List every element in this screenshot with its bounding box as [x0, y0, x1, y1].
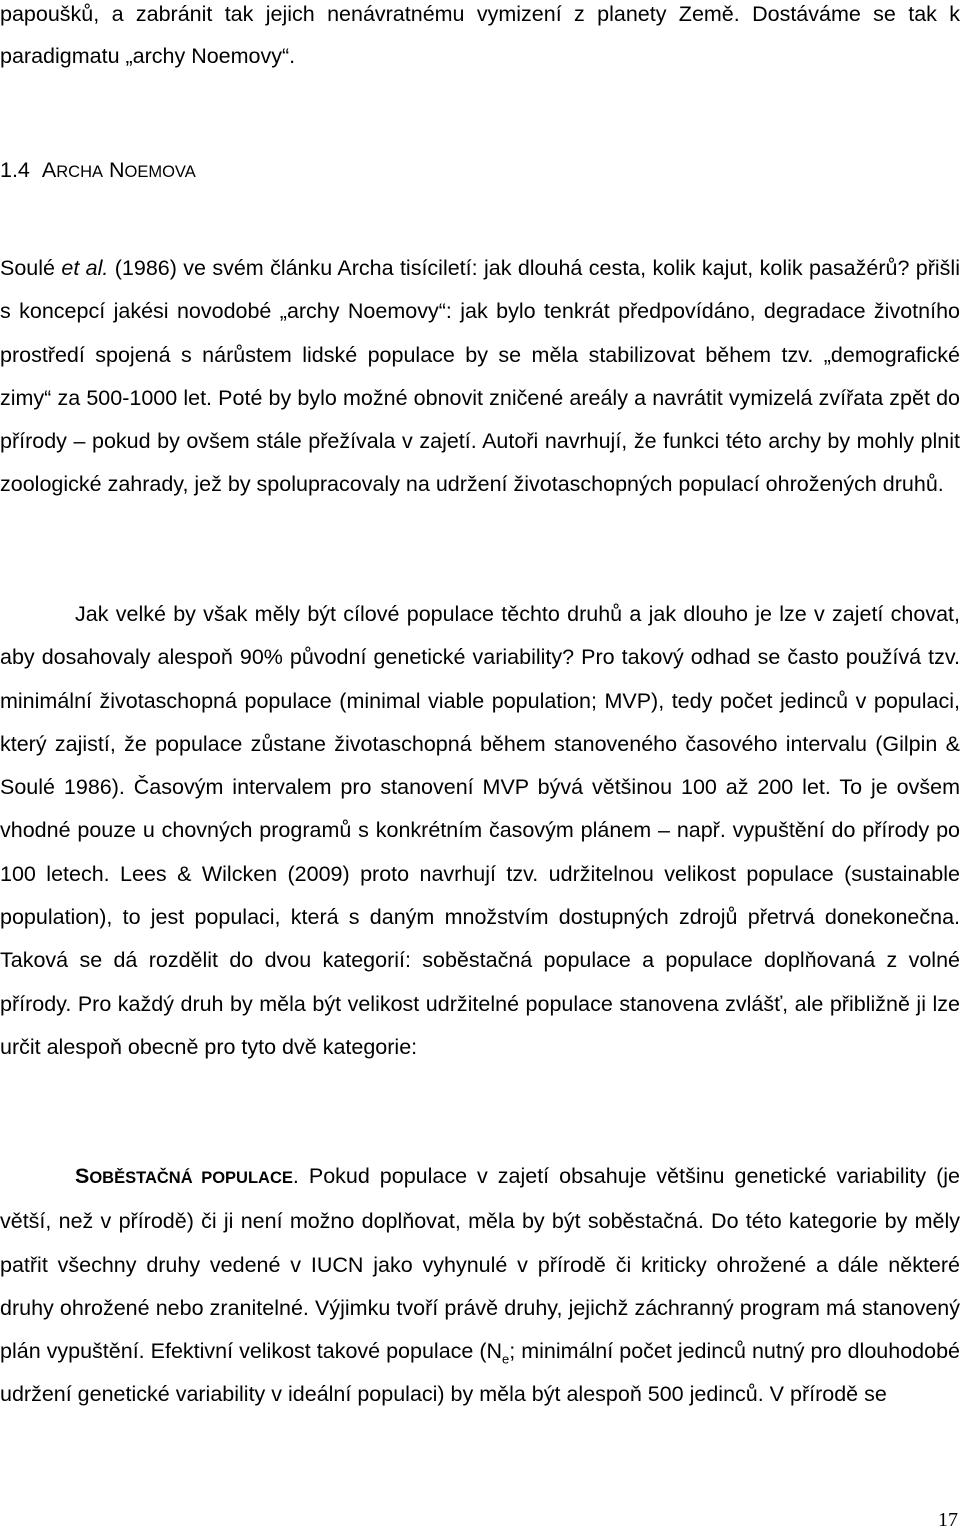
- subscript-e: e: [502, 1351, 510, 1367]
- heading-word-2: NOEMOVA: [108, 158, 196, 182]
- heading-word-1: ARCHA: [41, 158, 103, 182]
- paragraph-1-text: (1986) ve svém článku Archa tisíciletí: jak dlouhá cesta, kolik kajut, kolik pasažérů? přišli s koncepcí jakési novodobé „archy Noemovy“: jak bylo tenkrát předpovídáno, degradace životního prostředí spojená s nárůstem lidské populace by se měla stabilizovat během tzv. „demografické zimy“ za 500-1000 let. Poté by bylo možné obnovit zničené areály a navrátit vymizelá zvířata zpět do přírody – pokud by ovšem stále přežívala v zajetí. Autoři navrhují, že funkci této archy by mohly plnit zoologické zahrady, jež by spolupracovaly na udržení životaschopných populací ohrožených druhů.: [0, 256, 960, 497]
- paragraph-1: [0, 247, 960, 507]
- citation-author: Soulé: [0, 256, 62, 280]
- paragraph-3: SOBĚSTAČNÁ POPULACE. Pokud populace v zajetí obsahuje většinu genetické variability (je větší, než v přírodě) či ji není možno doplňovat, měla by být soběstačná. Do této kategorie by měly patřit všechny druhy vedené v IUCN jako vyhynulé v přírodě či kriticky ohrožené a dále některé druhy ohrožené nebo zranitelné. Výjimku tvoří právě druhy, jejichž záchranný program má stanovený plán vypuštění. Efektivní velikost takové populace ($N_e$; minimální počet jedinců nutný pro dlouhodobé udržení genetické variability v ideální populaci) by měla být alespoň 500 jedinců. V přírodě se: [0, 1164, 960, 1407]
- paragraph-3-text-b: ; minimální počet jedinců nutný pro dlouhodobé udržení genetické variability v ideální populaci) by měla být alespoň 500 jedinců. V přírodě se: [0, 1339, 960, 1407]
- citation-etal: et al.: [61, 256, 109, 280]
- paragraph-intro: papoušků, a zabránit tak jejich nenávratnému vymizení z planety Země. Dostáváme se tak k paradigmatu „archy Noemovy“.: [0, 2, 960, 68]
- runin-heading: SOBĚSTAČNÁ POPULACE: [75, 1164, 293, 1188]
- paragraph-2: Jak velké by však měly být cílové populace těchto druhů a jak dlouho je lze v zajetí chovat, aby dosahovaly alespoň 90% původní genetické variability? Pro takový odhad se často používá tzv. minimální životaschopná populace (minimal viable population; MVP), tedy počet jedinců v populaci, který zajistí, že populace zůstane životaschopná během stanoveného časového intervalu (Gilpin & Soulé 1986). Časovým intervalem pro stanovení MVP bývá většinou 100 až 200 let. To je ovšem vhodné pouze u chovných programů s konkrétním časovým plánem – např. vypuštění do přírody po 100 letech. Lees & Wilcken (2009) proto navrhují tzv. udržitelnou velikost populace (sustainable population), to jest populaci, která s daným množstvím dostupných zdrojů přetrvá donekonečna. Taková se dá rozdělit do dvou kategorií: soběstačná populace a populace doplňovaná z volné přírody. Pro každý druh by měla být velikost udržitelné populace stanovena zvlášť, ale přibližně ji lze určit alespoň obecně pro tyto dvě kategorie:: [0, 602, 960, 1059]
- paragraph-3-text-a: Pokud populace v zajetí obsahuje většinu genetické variability (je větší, než v přírodě) či ji není možno doplňovat, měla by být soběstačná. Do této kategorie by měly patřit všechny druhy vedené v IUCN jako vyhynulé v přírodě či kriticky ohrožené a dále některé druhy ohrožené nebo zranitelné. Výjimku tvoří právě druhy, jejichž záchranný program má stanovený plán vypuštění. Efektivní velikost takové populace (N: [0, 1164, 960, 1364]
- section-heading: [0, 154, 196, 188]
- section-number: 1.4: [0, 158, 30, 182]
- page-number: 17: [938, 1509, 958, 1531]
